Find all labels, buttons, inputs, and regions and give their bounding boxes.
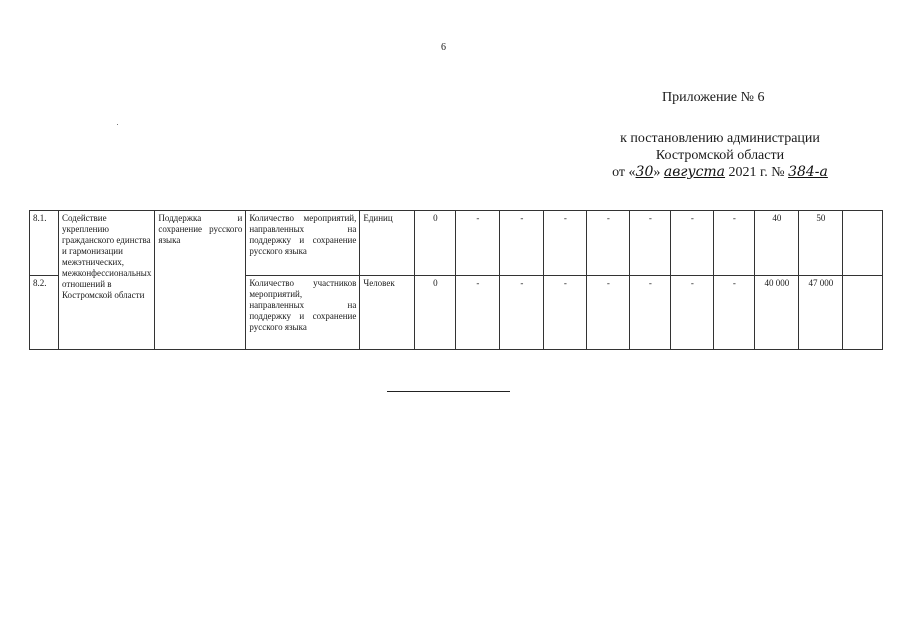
value-cell: - <box>714 276 755 350</box>
table-row <box>30 211 883 276</box>
indicators-table <box>29 210 883 350</box>
value-cell: 0 <box>415 211 456 276</box>
value-cell: 40 000 <box>755 276 799 350</box>
value-cell: - <box>544 211 587 276</box>
value-cell: 47 000 <box>799 276 843 350</box>
value-cell: - <box>500 276 544 350</box>
resolution-line-1: к постановлению администрации <box>620 131 820 146</box>
page-number: 6 <box>441 42 446 53</box>
value-cell: - <box>714 211 755 276</box>
date-quote-close: » <box>653 165 661 180</box>
handwritten-number: 384-а <box>788 164 828 180</box>
row-id: 8.1. <box>30 211 59 276</box>
scan-speck <box>117 124 118 125</box>
value-cell: - <box>456 276 500 350</box>
handwritten-month: августа <box>663 164 726 180</box>
value-cell: 0 <box>415 276 456 350</box>
annex-title: Приложение № 6 <box>662 90 765 105</box>
value-cell: - <box>630 276 671 350</box>
row-id: 8.2. <box>30 276 59 350</box>
value-cell <box>843 276 883 350</box>
handwritten-day: 30 <box>635 164 654 180</box>
unit-cell: Единиц <box>360 211 415 276</box>
value-cell: - <box>671 211 714 276</box>
date-prefix: от « <box>612 165 636 180</box>
value-cell: 50 <box>799 211 843 276</box>
value-cell: 40 <box>755 211 799 276</box>
value-cell <box>843 211 883 276</box>
closing-rule <box>387 391 510 392</box>
indicator-cell: Количество участников мероприятий, направленных на поддержку и сохранение русского языка <box>246 276 360 350</box>
value-cell: - <box>587 276 630 350</box>
value-cell: - <box>630 211 671 276</box>
indicator-cell: Количество мероприятий, направленных на поддержку и сохранение русского языка <box>246 211 360 276</box>
value-cell: - <box>587 211 630 276</box>
resolution-reference <box>580 130 860 181</box>
value-cell: - <box>544 276 587 350</box>
resolution-date-line <box>580 164 860 181</box>
event-cell: Поддержка и сохранение русского языка <box>155 211 246 350</box>
resolution-line-2: Костромской области <box>655 148 785 163</box>
value-cell: - <box>671 276 714 350</box>
value-cell: - <box>456 211 500 276</box>
unit-cell: Человек <box>360 276 415 350</box>
value-cell: - <box>500 211 544 276</box>
task-cell: Содействие укреплению гражданского единства и гармонизации межэтнических, межконфессиональных отношений в Костромской области <box>59 211 155 350</box>
year-text: 2021 г. № <box>728 165 785 180</box>
